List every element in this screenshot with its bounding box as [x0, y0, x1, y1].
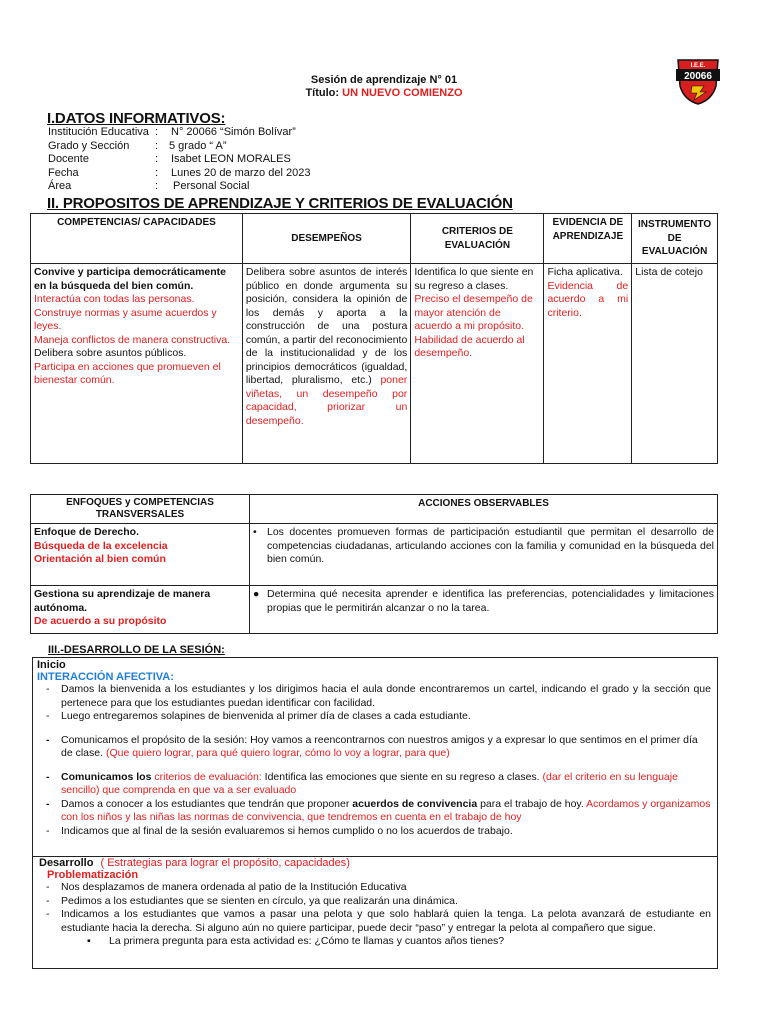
accion-text: Determina qué necesita aprender e identifica las preferencias, potencialidades y limitaciones propias que le permitirán alcanzar o no la tarea.	[267, 588, 714, 614]
desarrollo-label-row	[33, 856, 717, 869]
list-item: - Nos desplazamos de manera ordenada al patio de la Institución Educativa	[46, 881, 407, 893]
bullet: •	[253, 526, 257, 538]
desarrollo-label: Desarrollo	[39, 857, 94, 869]
list-item: - Indicamos a los estudiantes que vamos a pasar una pelota y que solo hablará quien la tenga. La pelota avanzará de estudiante en estudiante hacia la derecha. Si alguno aún no quiere participar, puede decir “paso” y entregar la pelota al compañero que sigue.	[46, 908, 711, 934]
enfoque-sub: Orientación al bien común	[34, 553, 166, 565]
capacidad: Interactúa con todas las personas.	[34, 293, 195, 305]
datos-heading: I.DATOS INFORMATIVOS:	[47, 110, 226, 127]
logo-top-text: I.E.E.	[690, 63, 706, 69]
propositos-table	[30, 213, 718, 464]
evidencia-text: Ficha aplicativa.	[547, 266, 623, 278]
desarrollo-note: ( Estrategias para lograr el propósito, capacidades)	[100, 857, 350, 869]
list-item: ▪ La primera pregunta para esta actividad es: ¿Cómo te llamas y cuantos años tienes?	[87, 935, 505, 947]
school-logo-icon	[672, 56, 724, 106]
enfoque-sub: Búsqueda de la excelencia	[34, 539, 168, 552]
col-acciones: ACCIONES OBSERVABLES	[250, 495, 718, 524]
capacidad: Construye normas y asume acuerdos y leyes.	[34, 306, 217, 332]
accion-cell	[250, 586, 718, 634]
session-number: Sesión de aprendizaje N° 01	[310, 74, 458, 86]
list-item: - Luego entregaremos solapines de bienvenida al primer día de clases a cada estudiante.	[46, 710, 471, 722]
criterio-text: Identifica lo que siente en su regreso a clases.	[414, 266, 534, 292]
inicio-sub: INTERACCIÓN AFECTIVA:	[37, 671, 174, 683]
evidencia-cell	[544, 264, 632, 464]
session-title: Título: UN NUEVO COMIENZO	[305, 87, 463, 99]
list-item: - Damos la bienvenida a los estudiantes y los dirigimos hacia el aula donde encontraremos un cartel, indicando el grado y la sección que pertenece para que los estudiantes puedan identificar con facilidad.	[46, 683, 711, 709]
list-item: - Indicamos que al final de la sesión evaluaremos si hemos cumplido o no los acuerdos de trabajo.	[46, 824, 513, 837]
col-evidencia: EVIDENCIA DE APRENDIZAJE	[544, 214, 632, 264]
accion-text: Los docentes promueven formas de participación estudiantil que permitan el desarrollo de competencias ciudadanas, articulando acciones con la familia y comunidad en la búsqueda del bien común.	[267, 526, 714, 565]
enfoque-sub: De acuerdo a su propósito	[34, 615, 167, 627]
list-item: - Pedimos a los estudiantes que se sienten en círculo, ya que realizarán una dinámica.	[46, 894, 458, 907]
evidencia-note: Evidencia de acuerdo a mi criterio.	[547, 279, 629, 319]
criterio-note: Habilidad de acuerdo al desempeño.	[414, 333, 525, 359]
bullet: ●	[253, 588, 260, 600]
col-criterios: CRITERIOS DE EVALUACIÓN	[411, 214, 544, 264]
logo-number: 20066	[684, 71, 712, 82]
capacidad: Participa en acciones que promueven el bienestar común.	[34, 360, 221, 386]
inicio-label: Inicio	[37, 659, 66, 671]
competencia-cell	[31, 264, 243, 464]
inicio-box	[32, 657, 718, 857]
list-item: - Comunicamos los criterios de evaluación: Identifica las emociones que siente en su regreso a clases. (dar el criterio en su lenguaje sencillo) que comprenda en que va a ser evaluado	[46, 770, 678, 796]
list-item: - Damos a conocer a los estudiantes que tendrán que proponer acuerdos de convivencia para el trabajo de hoy. Acordamos y organizamos con los niños y las niñas las normas de convivencia, que tendremos en cuenta en el trabajo de hoy	[46, 797, 711, 823]
desempeno-note: poner viñetas, un desempeño por capacidad, priorizar un desempeño.	[245, 374, 408, 427]
capacidad: Delibera sobre asuntos públicos.	[34, 347, 187, 359]
enfoque-cell	[31, 524, 250, 586]
desarrollo-heading: III.-DESARROLLO DE LA SESIÓN:	[48, 644, 225, 656]
page: Sesión de aprendizaje N° 01 Título: UN NUEVO COMIENZO I.E.E. 20066 I.DATOS INFORMATIVOS: Institución Educativa : N° 20066 “Simón Bolívar” Grado y Sección : 5 grado “ A” Docente : Isabet LEON MORALES Fecha : Lunes 20 de marzo del 2023 Área : Personal Social II. PROPOSITOS DE APRENDIZAJE Y CRITERIOS DE EVALUACIÓN COMPETENCIAS/ CAPACIDADES DESEMPEÑOS CRITERIOS DE EVALUACIÓN EVIDENCIA DE APRENDIZAJE INSTRUMENTO DE EVALUACIÓN Convive y participa democráticamente en la búsqueda del bien común. Interactúa con todas las personas. Construye normas y asume acuerdos y leyes. Maneja conflictos de manera constructiva. Delibera sobre asuntos públicos. Participa en acciones que promueven el bienestar común. Delibera sobre asuntos de interés público en donde argumenta su posición, considera la opinión de los demás y aporta a la construcción de una postura común, a partir del reconocimiento de la institucionalidad y de los principios democráticos (igualdad, libertad, pluralismo, etc.) poner viñetas, un desempeño por capacidad, priorizar un desempeño. Identifica lo que siente en su regreso a clases. Preciso el desempeño de mayor atención de acuerdo a mi propósito. Habilidad de acuerdo al desempeño. Ficha aplicativa. Evidencia de acuerdo a mi criterio. Lista de cotejo ENFOQUES y COMPETENCIAS TRANSVERSALES ACCIONES OBSERVABLES Enfoque de Derecho. Búsqueda de la excelencia Orientación al bien común • Los docentes promueven formas de participación estudiantil que permitan el desarrollo de competencias ciudadanas, articulando acciones con la familia y comunidad en la búsqueda del bien común. Gestiona su aprendizaje de manera autónoma. De acuerdo a su propósito ● Determina qué necesita aprender e identifica las preferencias, potencialidades y limitaciones propias que le permitirán alcanzar o no la tarea. III.-DESARROLLO DE LA SESIÓN: Inicio INTERACCIÓN AFECTIVA: - Damos la bienvenida a los estudiantes y los dirigimos hacia el aula donde encontraremos un cartel, indicando el grado y la sección que pertenece para que los estudiantes puedan identificar con facilidad. - Luego entregaremos solapines de bienvenida al primer día de clases a cada estudiante. - Comunicamos el propósito de la sesión: Hoy vamos a reencontrarnos con nuestros amigos y a expresar lo que sentimos en el primer día de clase. (Que quiero lograr, para qué quiero lograr, cómo lo voy a lograr, para que) - Comunicamos los criterios de evaluación: Identifica las emociones que siente en su regreso a clases. (dar el criterio en su lenguaje sencillo) que comprenda en que va a ser evaluado - Damos a conocer a los estudiantes que tendrán que proponer acuerdos de convivencia para el trabajo de hoy. Acordamos y organizamos con los niños y las niñas las normas de convivencia, que tendremos en cuenta en el trabajo de hoy - Indicamos que al final de la sesión evaluaremos si hemos cumplido o no los acuerdos de trabajo. Desarrollo ( Estrategias para lograr el propósito, capacidades) Problematización - Nos desplazamos de manera ordenada al patio de la Institución Educativa - Pedimos a los estudiantes que se sienten en círculo, ya que realizarán una dinámica. - Indicamos a los estudiantes que vamos a pasar una pelota y que solo hablará quien la tenga. La pelota avanzará de estudiante en estudiante hacia la derecha. Si alguno aún no quiere participar, puede decir “paso” y entregar la pelota al compañero que sigue. ▪ La primera pregunta para esta actividad es: ¿Cómo te llamas y cuantos años tienes?	[0, 0, 768, 1024]
accion-cell	[250, 524, 718, 586]
instrumento-cell: Lista de cotejo	[632, 264, 718, 464]
criterios-cell	[411, 264, 544, 464]
col-competencias: COMPETENCIAS/ CAPACIDADES	[31, 214, 243, 264]
enfoque-cell	[31, 586, 250, 634]
session-title-value: UN NUEVO COMIENZO	[342, 87, 463, 99]
col-desempenos: DESEMPEÑOS	[242, 214, 410, 264]
list-item: - Comunicamos el propósito de la sesión: Hoy vamos a reencontrarnos con nuestros amigos y a expresar lo que sentimos en el primer día de clase. (Que quiero lograr, para qué quiero lograr, cómo lo voy a lograr, para que)	[46, 733, 698, 759]
enfoque-title: Gestiona su aprendizaje de manera autónoma.	[34, 588, 211, 614]
criterio-note: Preciso el desempeño de mayor atención de acuerdo a mi propósito.	[414, 293, 533, 332]
desarrollo-sub: Problematización	[47, 869, 139, 881]
desempeno-cell	[242, 264, 410, 464]
competencia-title: Convive y participa democráticamente en la búsqueda del bien común.	[34, 266, 226, 292]
propositos-heading: II. PROPOSITOS DE APRENDIZAJE Y CRITERIOS DE EVALUACIÓN	[47, 195, 513, 212]
enfoques-table	[30, 494, 718, 634]
col-instrumento: INSTRUMENTO DE EVALUACIÓN	[632, 214, 718, 264]
desarrollo-box	[32, 856, 718, 969]
desempeno-text: Delibera sobre asuntos de interés público en donde argumenta su posición, considera la opinión de los demás y aporta a la construcción de una postura común, a partir del reconocimiento de la institucionalidad y de los principios democráticos (igualdad, libertad, pluralismo, etc.)	[245, 266, 408, 386]
col-enfoques: ENFOQUES y COMPETENCIAS TRANSVERSALES	[31, 495, 250, 524]
capacidad: Maneja conflictos de manera constructiva.	[34, 333, 231, 346]
enfoque-title: Enfoque de Derecho.	[34, 526, 140, 538]
